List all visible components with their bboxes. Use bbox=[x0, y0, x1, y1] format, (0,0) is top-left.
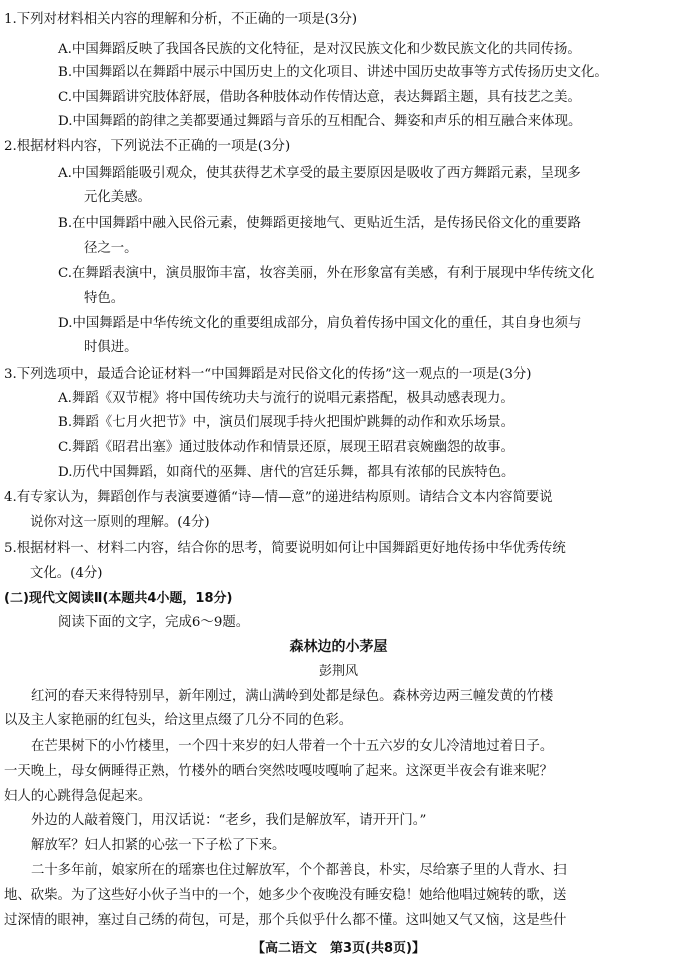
question-1-option-c: C.中国舞蹈讲究肢体舒展，借助各种肢体动作传情达意，表达舞蹈主题，具有技艺之美。 bbox=[58, 90, 581, 105]
passage-line: 地、砍柴。为了这些好小伙子当中的一个，她多少个夜晚没有睡安稳！她给他唱过婉转的歌，送 bbox=[4, 888, 567, 903]
passage-author: 彭荆风 bbox=[318, 664, 358, 679]
question-5-stem: 5.根据材料一、材料二内容，结合你的思考，简要说明如何让中国舞蹈更好地传扬中华优秀传统 bbox=[4, 541, 566, 556]
question-3-option-d: D.历代中国舞蹈，如商代的巫舞、唐代的宫廷乐舞，都具有浓郁的民族特色。 bbox=[58, 465, 515, 480]
passage-line: 一天晚上，母女俩睡得正熟，竹楼外的晒台突然吱嘎吱嘎响了起来。这深更半夜会有谁来呢？ bbox=[4, 764, 554, 779]
passage-line: 以及主人家艳丽的红包头，给这里点缀了几分不同的色彩。 bbox=[4, 713, 353, 728]
question-2-option-a: A.中国舞蹈能吸引观众，使其获得艺术享受的最主要原因是吸收了西方舞蹈元素，呈现多 bbox=[58, 166, 581, 181]
question-3-option-a: A.舞蹈《双节棍》将中国传统功夫与流行的说唱元素搭配，极具动感表现力。 bbox=[58, 391, 514, 406]
question-2-option-b: B.在中国舞蹈中融入民俗元素，使舞蹈更接地气、更贴近生活，是传扬民俗文化的重要路 bbox=[58, 216, 581, 231]
question-4-stem: 4.有专家认为，舞蹈创作与表演要遵循“诗—情—意”的递进结构原则。请结合文本内容简要说 bbox=[4, 490, 553, 505]
question-2-option-a-cont: 元化美感。 bbox=[84, 190, 151, 205]
passage-line: 红河的春天来得特别早，新年刚过，满山满岭到处都是绿色。森林旁边两三幢发黄的竹楼 bbox=[31, 689, 554, 704]
passage-line: 外边的人敲着篾门，用汉话说：“老乡，我们是解放军，请开开门。” bbox=[31, 813, 427, 828]
question-1-option-a: A.中国舞蹈反映了我国各民族的文化特征，是对汉民族文化和少数民族文化的共同传扬。 bbox=[58, 42, 581, 57]
question-2-option-c-cont: 特色。 bbox=[84, 291, 125, 306]
question-2-stem: 2.根据材料内容，下列说法不正确的一项是(3分) bbox=[4, 139, 291, 154]
question-2-option-b-cont: 径之一。 bbox=[84, 241, 138, 256]
question-5-stem-cont: 文化。(4分) bbox=[30, 566, 103, 581]
question-3-option-b: B.舞蹈《七月火把节》中，演员们展现手持火把围炉跳舞的动作和欢乐场景。 bbox=[58, 415, 514, 430]
question-1-option-d: D.中国舞蹈的韵律之美都要通过舞蹈与音乐的互相配合、舞姿和声乐的相互融合来体现。 bbox=[58, 114, 582, 129]
question-1-stem: 1.下列对材料相关内容的理解和分析，不正确的一项是(3分) bbox=[4, 12, 358, 27]
passage-line: 过深情的眼神，塞过自己绣的荷包，可是，那个兵似乎什么都不懂。这叫她又气又恼，这是些什 bbox=[4, 913, 567, 928]
page-footer: 【高二语文 第3页(共8页)】 bbox=[252, 941, 425, 956]
passage-line: 在芒果树下的小竹楼里，一个四十来岁的妇人带着一个十五六岁的女儿冷清地过着日子。 bbox=[31, 739, 554, 754]
passage-line: 解放军？妇人扣紧的心弦一下子松了下来。 bbox=[31, 838, 286, 853]
question-4-stem-cont: 说你对这一原则的理解。(4分) bbox=[30, 515, 210, 530]
question-1-option-b: B.中国舞蹈以在舞蹈中展示中国历史上的文化项目、讲述中国历史故事等方式传扬历史文化。 bbox=[58, 65, 608, 80]
passage-line: 妇人的心跳得急促起来。 bbox=[4, 789, 152, 804]
question-3-option-c: C.舞蹈《昭君出塞》通过肢体动作和情景还原，展现王昭君哀婉幽怨的故事。 bbox=[58, 440, 514, 455]
question-2-option-d: D.中国舞蹈是中华传统文化的重要组成部分，肩负着传扬中国文化的重任，其自身也须与 bbox=[58, 316, 582, 331]
section-instruction: 阅读下面的文字，完成6～9题。 bbox=[58, 615, 250, 630]
question-2-option-c: C.在舞蹈表演中，演员服饰丰富，妆容美丽，外在形象富有美感，有利于展现中华传统文化 bbox=[58, 266, 595, 281]
passage-title: 森林边的小茅屋 bbox=[289, 639, 388, 655]
question-2-option-d-cont: 时俱进。 bbox=[84, 340, 138, 355]
section-header: (二)现代文阅读Ⅱ(本题共4小题，18分) bbox=[4, 591, 233, 606]
question-3-stem: 3.下列选项中，最适合论证材料一“中国舞蹈是对民俗文化的传扬”这一观点的一项是(3分) bbox=[4, 367, 532, 382]
passage-line: 二十多年前，娘家所在的瑶寨也住过解放军，个个都善良，朴实，尽给寨子里的人背水、扫 bbox=[31, 863, 567, 878]
